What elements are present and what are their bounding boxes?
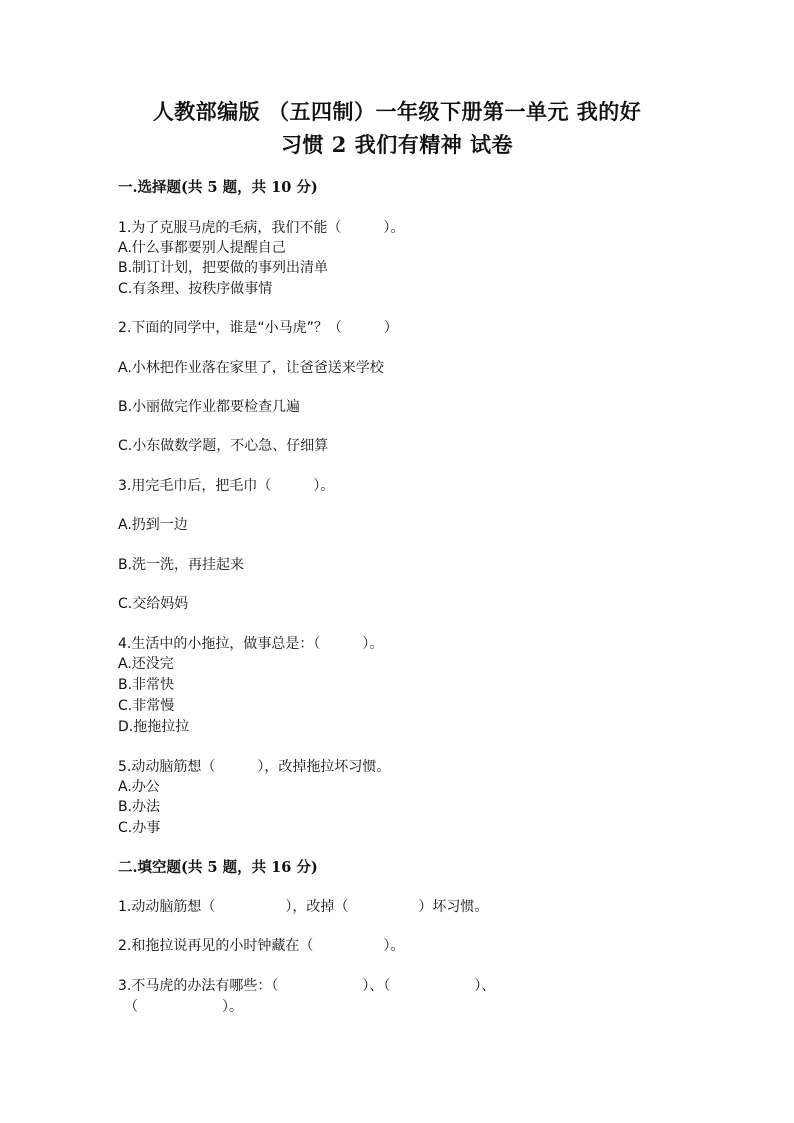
question-option: A.小林把作业落在家里了，让爸爸送来学校 bbox=[118, 360, 384, 376]
question-option: C.小东做数学题，不心急、仔细算 bbox=[118, 438, 329, 454]
question-option: C.有条理、按秩序做事情 bbox=[118, 281, 273, 297]
question-stem: 4.生活中的小拖拉，做事总是：（ ）。 bbox=[118, 636, 384, 652]
question-option: C.交给妈妈 bbox=[118, 596, 189, 612]
question-option: B.制订计划，把要做的事列出清单 bbox=[118, 260, 329, 276]
fill-blank-question-continuation: （ ）。 bbox=[124, 999, 243, 1015]
fill-blank-question: 1.动动脑筋想（ ），改掉（ ）坏习惯。 bbox=[118, 899, 489, 915]
question-option: D.拖拖拉拉 bbox=[118, 719, 190, 735]
question-stem: 1.为了克服马虎的毛病，我们不能（ ）。 bbox=[118, 220, 405, 236]
section-heading-fill-blank: 二.填空题(共 5 题，共 16 分) bbox=[118, 859, 318, 876]
document-title-line-2: 习惯 2 我们有精神 试卷 bbox=[280, 132, 514, 157]
question-option: C.非常慢 bbox=[118, 698, 175, 714]
question-option: B.小丽做完作业都要检查几遍 bbox=[118, 399, 301, 415]
question-option: B.非常快 bbox=[118, 677, 175, 693]
document-title-line-1: 人教部编版 （五四制）一年级下册第一单元 我的好 bbox=[152, 99, 642, 124]
fill-blank-question: 2.和拖拉说再见的小时钟藏在（ ）。 bbox=[118, 938, 405, 954]
question-stem: 2.下面的同学中，谁是“小马虎”？（ ） bbox=[118, 320, 398, 336]
question-option: A.什么事都要别人提醒自己 bbox=[118, 240, 286, 256]
question-option: B.洗一洗，再挂起来 bbox=[118, 557, 245, 573]
question-option: C.办事 bbox=[118, 820, 161, 836]
question-stem: 5.动动脑筋想（ ），改掉拖拉坏习惯。 bbox=[118, 759, 391, 775]
question-option: A.扔到一边 bbox=[118, 517, 188, 533]
section-heading-choice: 一.选择题(共 5 题，共 10 分) bbox=[118, 179, 318, 196]
question-option: B.办法 bbox=[118, 799, 161, 815]
question-stem: 3.用完毛巾后，把毛巾（ ）。 bbox=[118, 478, 335, 494]
question-option: A.还没完 bbox=[118, 656, 174, 672]
fill-blank-question: 3.不马虎的办法有哪些：（ ）、（ ）、 bbox=[118, 978, 496, 994]
question-option: A.办公 bbox=[118, 779, 160, 795]
